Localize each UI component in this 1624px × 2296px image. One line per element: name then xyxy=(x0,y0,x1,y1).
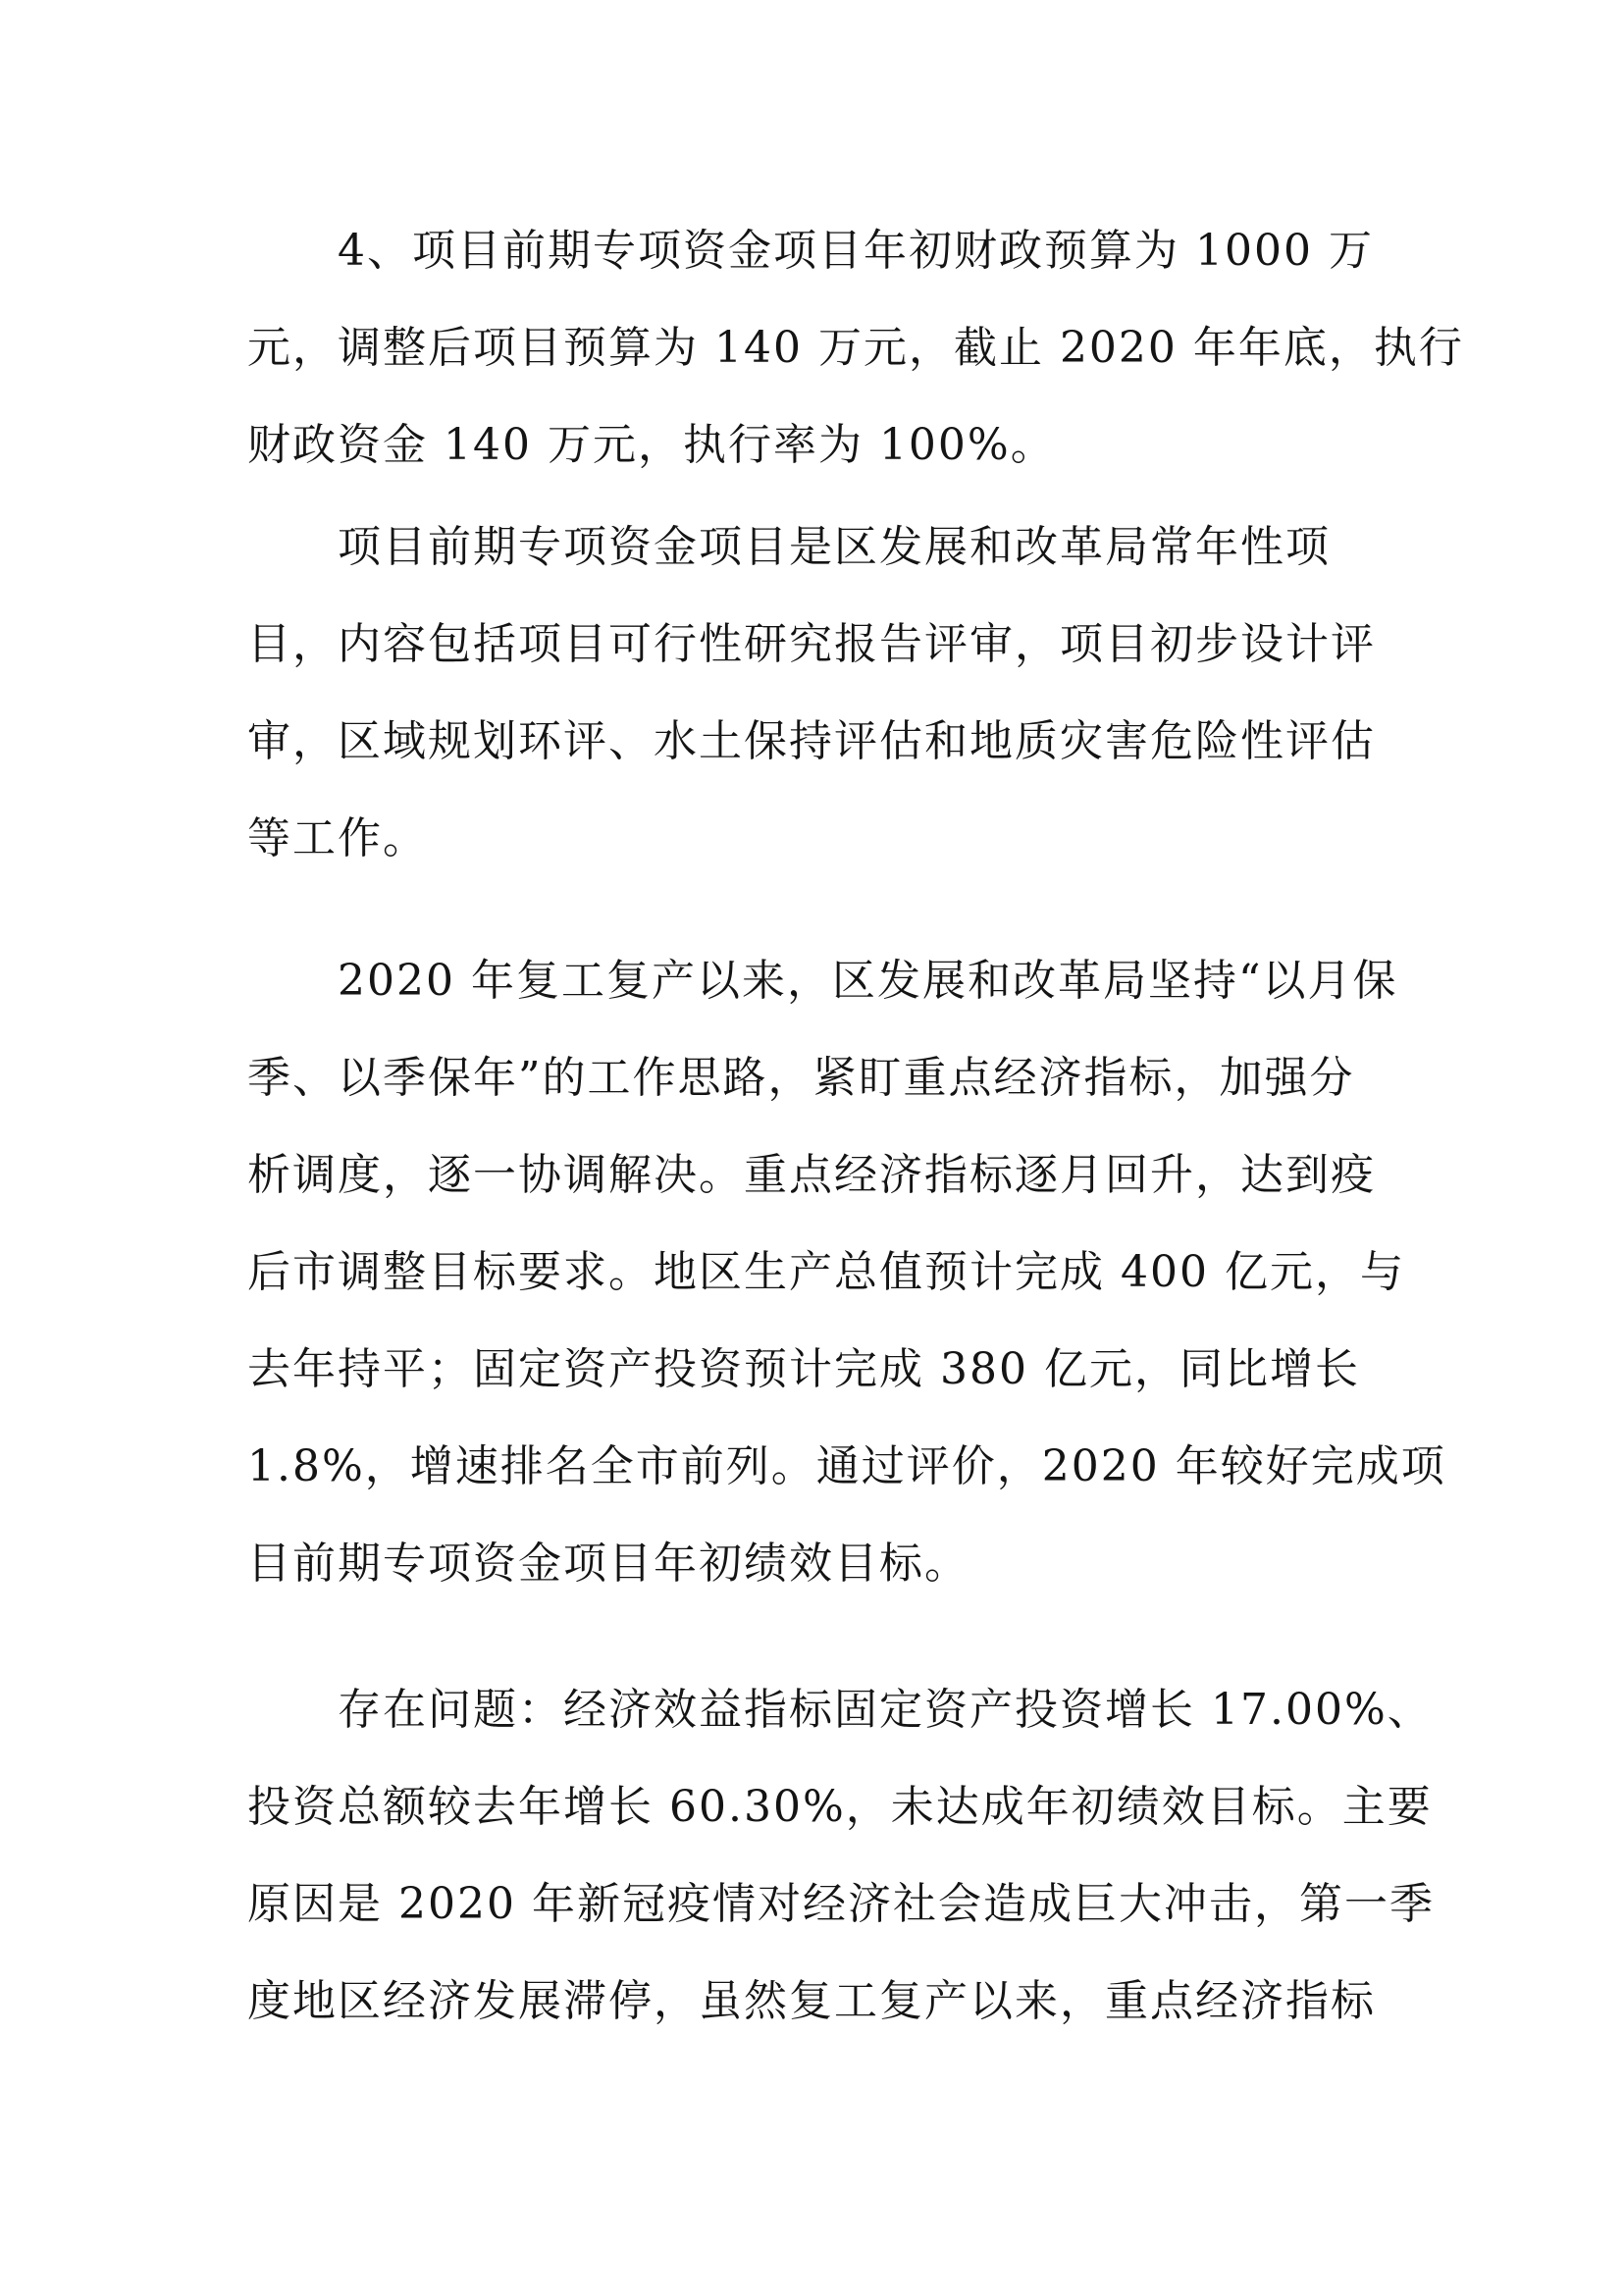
text-line: 1.8%，增速排名全市前列。通过评价，2020 年较好完成项 xyxy=(247,1441,1446,1491)
text-line: 审，区域规划环评、水土保持评估和地质灾害危险性评估 xyxy=(247,716,1376,766)
text-line: 2020 年复工复产以来，区发展和改革局坚持“以月保 xyxy=(338,956,1398,1006)
paragraph-existing-problems xyxy=(247,1661,1435,2050)
text-line: 元，调整后项目预算为 140 万元，截止 2020 年年底，执行 xyxy=(247,323,1464,373)
text-line: 项目前期专项资金项目是区发展和改革局常年性项 xyxy=(338,522,1331,572)
text-line: 4、项目前期专项资金项目年初财政预算为 1000 万 xyxy=(338,226,1374,276)
text-line: 析调度，逐一协调解决。重点经济指标逐月回升，达到疫 xyxy=(247,1150,1376,1200)
text-line: 目前期专项资金项目年初绩效目标。 xyxy=(247,1539,969,1589)
text-line: 投资总额较去年增长 60.30%，未达成年初绩效目标。主要 xyxy=(247,1782,1433,1832)
paragraph-performance-results xyxy=(247,932,1446,1612)
paragraph-budget-execution xyxy=(247,202,1464,494)
paragraph-project-description xyxy=(247,498,1376,887)
text-line: 财政资金 140 万元，执行率为 100%。 xyxy=(247,420,1056,470)
text-line: 等工作。 xyxy=(247,813,428,863)
text-line: 目，内容包括项目可行性研究报告评审，项目初步设计评 xyxy=(247,619,1376,669)
text-line: 去年持平；固定资产投资预计完成 380 亿元，同比增长 xyxy=(247,1344,1360,1394)
text-line: 后市调整目标要求。地区生产总值预计完成 400 亿元，与 xyxy=(247,1247,1405,1297)
text-line: 季、以季保年”的工作思路，紧盯重点经济指标，加强分 xyxy=(247,1053,1355,1103)
text-line: 原因是 2020 年新冠疫情对经济社会造成巨大冲击，第一季 xyxy=(247,1879,1435,1929)
text-line: 存在问题：经济效益指标固定资产投资增长 17.00%、 xyxy=(338,1685,1433,1735)
text-line: 度地区经济发展滞停，虽然复工复产以来，重点经济指标 xyxy=(247,1976,1376,2026)
